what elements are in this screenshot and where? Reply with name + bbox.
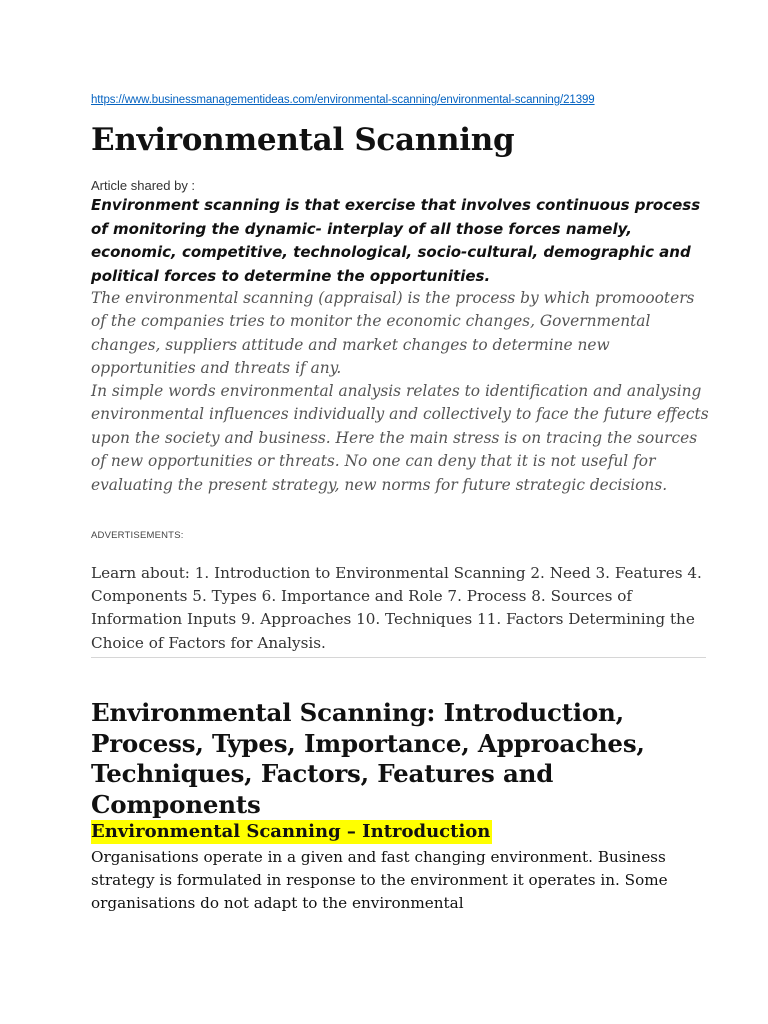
article-title: Environmental Scanning [91, 122, 515, 158]
lead-paragraph: Environment scanning is that exercise that involves continuous process of monitoring the dynamic- interplay of all those forces namely, economic, competitive, technological, socio-cultural, demographic and political forces to determine the opportunities. [91, 196, 701, 285]
source-url-link[interactable]: https://www.businessmanagementideas.com/environmental-scanning/environmental-scanning/21399 [91, 94, 595, 106]
byline: Article shared by : [91, 178, 196, 193]
introduction-paragraph: Organisations operate in a given and fast changing environment. Business strategy is formulated in response to the environment it operates in. Some organisations do not adapt to the environmental [91, 848, 668, 913]
divider [91, 657, 706, 658]
paragraph-appraisal: The environmental scanning (appraisal) is the process by which promoooters of the companies tries to monitor the economic changes, Governmental changes, suppliers attitude and market changes to determine new opportunities and threats if any. [91, 289, 695, 378]
paragraph-simple-words: In simple words environmental analysis relates to identification and analysing environmental influences individually and collectively to face the future effects upon the society and business. Here the main stress is on tracing the sources of new opportunities or threats. No one can deny that it is not useful for evaluating the present strategy, new norms for future strategic decisions. [91, 382, 709, 494]
subheading-introduction: Environmental Scanning – Introduction [91, 821, 491, 842]
advertisements-label: ADVERTISEMENTS: [91, 530, 184, 541]
learn-about-list: Learn about: 1. Introduction to Environmental Scanning 2. Need 3. Features 4. Components 5. Types 6. Importance and Role 7. Process 8. Sources of Information Inputs 9. Approaches 10. Techniques 11. Factors Determining the Choice of Factors for Analysis. [91, 564, 702, 652]
section-title: Environmental Scanning: Introduction, Process, Types, Importance, Approaches, Techniques, Factors, Features and Components [91, 698, 645, 819]
